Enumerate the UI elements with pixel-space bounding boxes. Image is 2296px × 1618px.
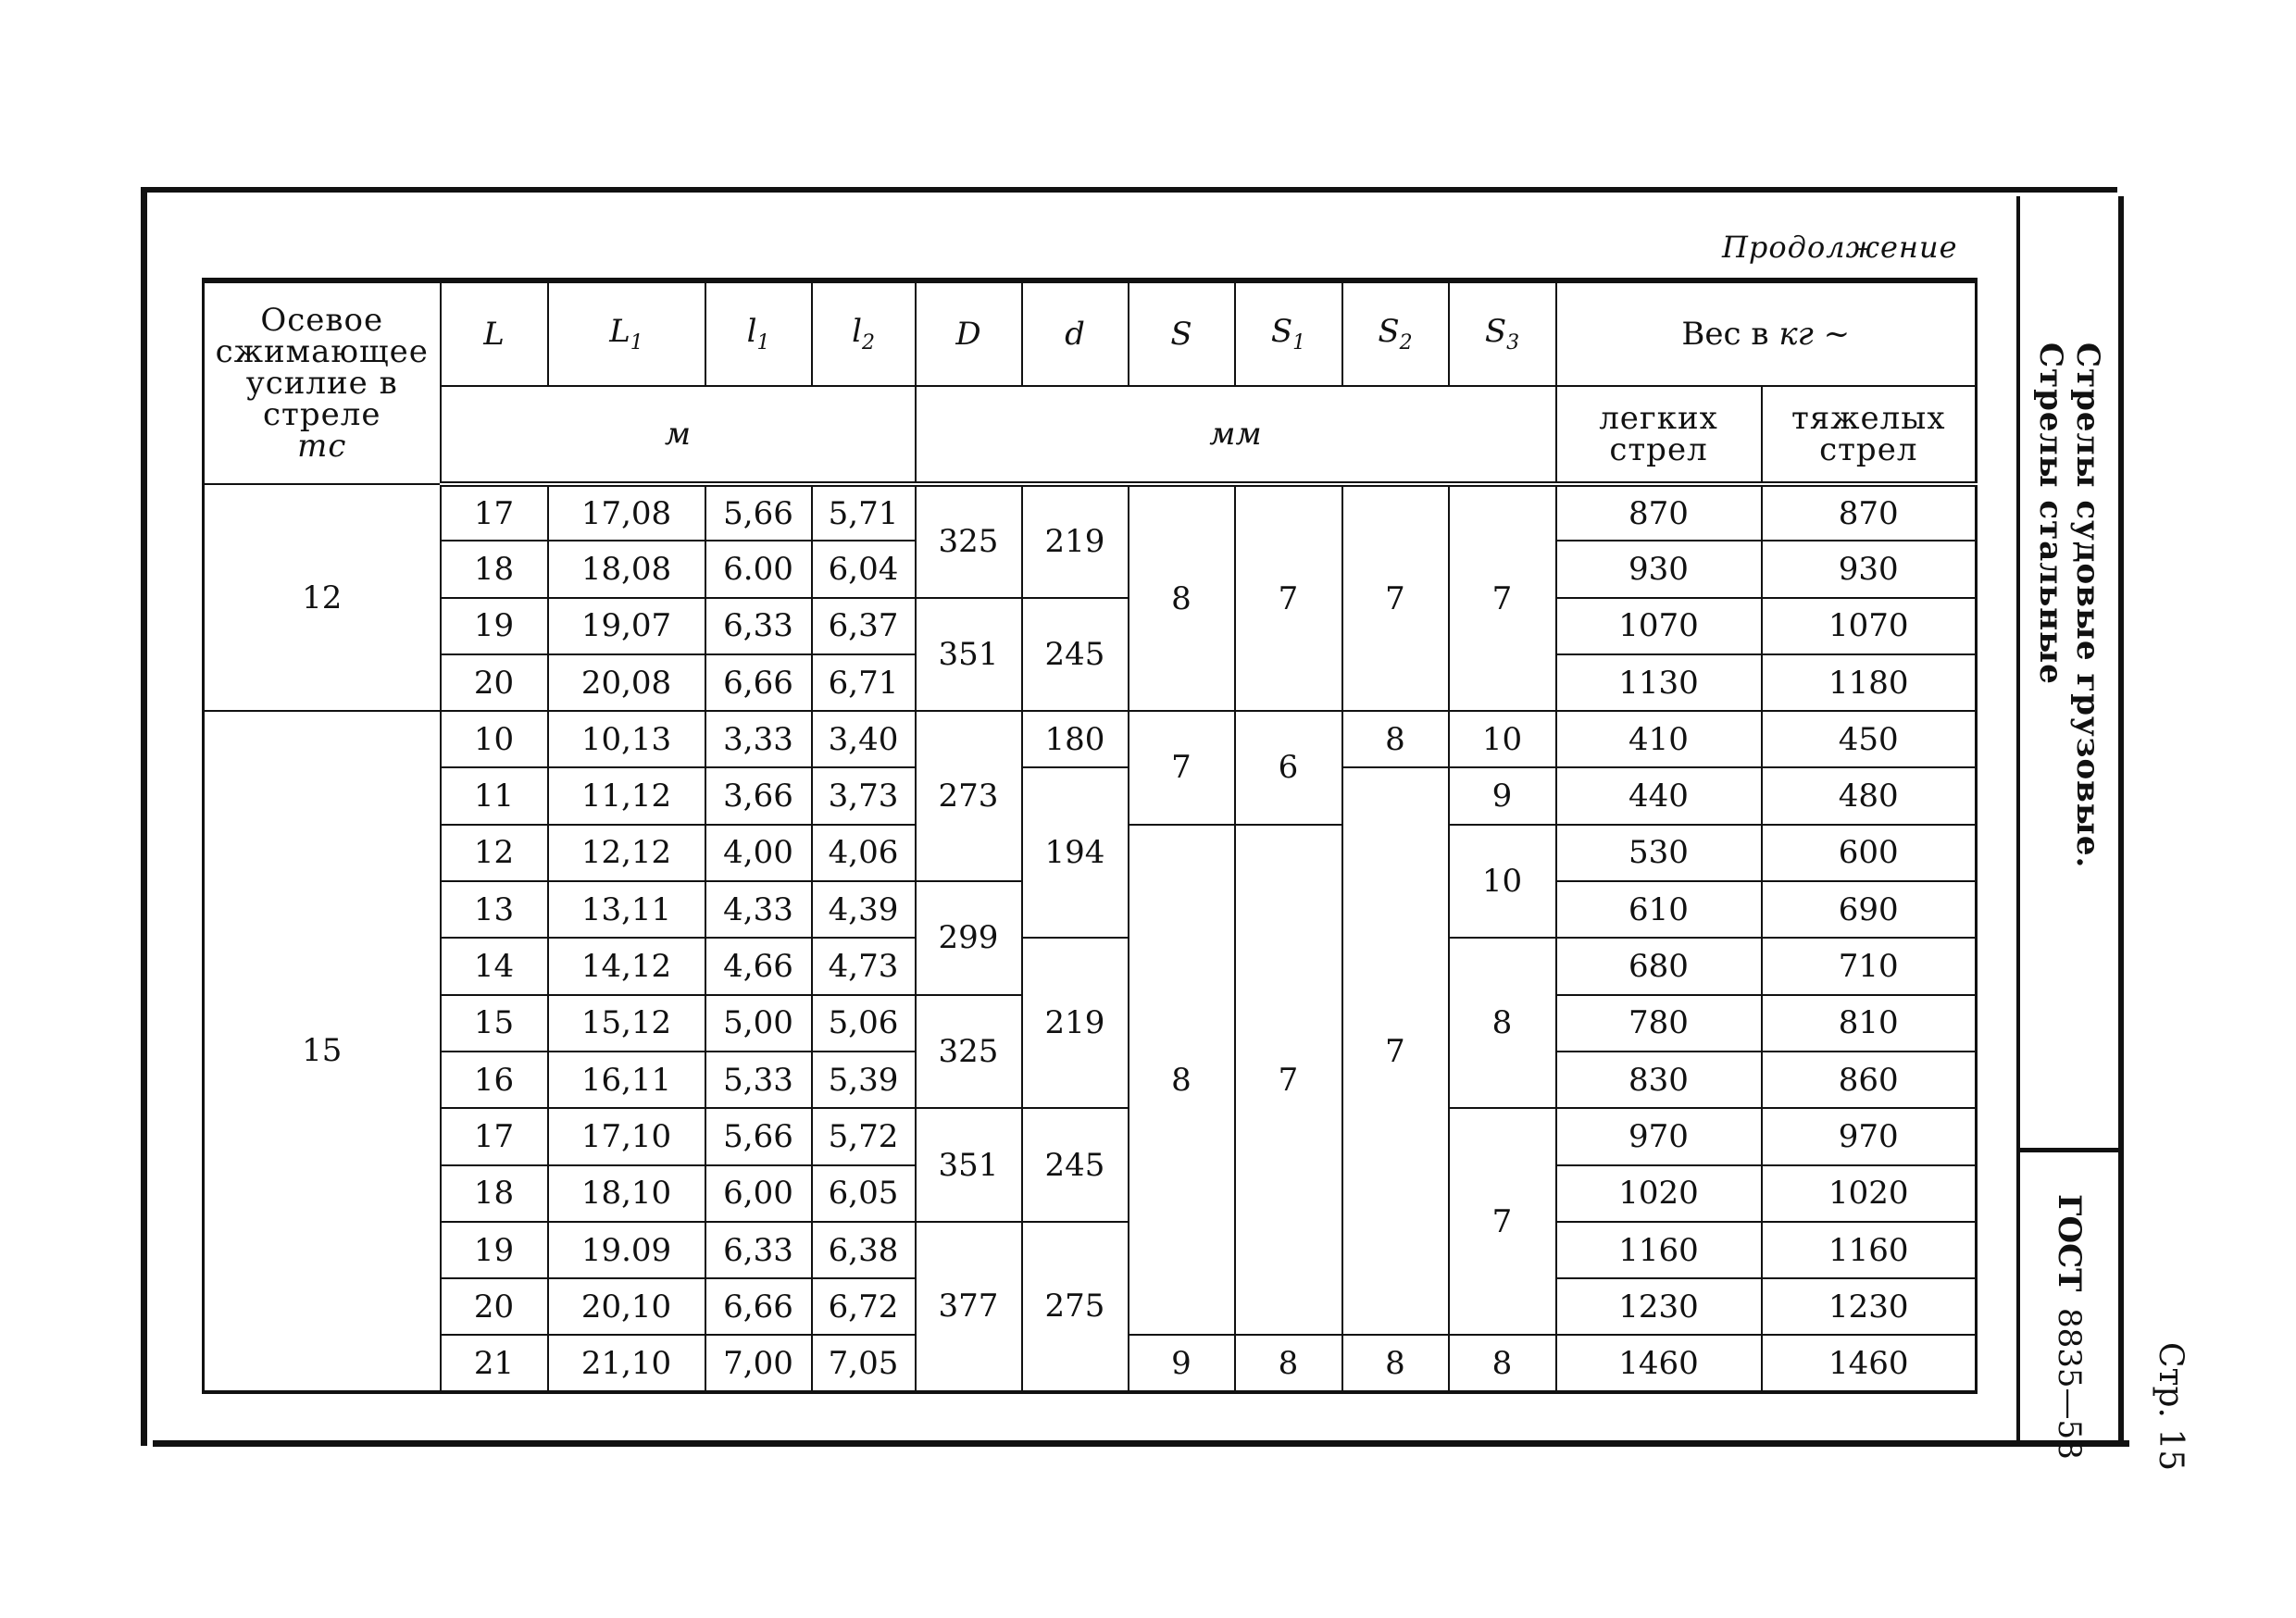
side-document-title: Стрелы судовые грузовые. Стрелы стальные — [2032, 342, 2106, 869]
cell-light: 410 — [1556, 711, 1762, 767]
force-cell: 15 — [204, 711, 441, 1392]
header-l1-label: l — [746, 312, 757, 350]
cell-heavy: 600 — [1762, 825, 1977, 881]
cell-S3: 8 — [1449, 1335, 1556, 1391]
cell-l2: 4,39 — [812, 881, 916, 938]
cell-l1: 4,33 — [705, 881, 812, 938]
header-S2-sub: 2 — [1399, 330, 1413, 355]
cell-L: 20 — [441, 1278, 548, 1335]
cell-light: 1130 — [1556, 654, 1762, 711]
header-S1 — [1235, 280, 1342, 386]
cell-L1: 20,08 — [548, 654, 705, 711]
cell-heavy: 860 — [1762, 1052, 1977, 1108]
cell-L1: 13,11 — [548, 881, 705, 938]
cell-light: 1230 — [1556, 1278, 1762, 1335]
cell-l1: 5,66 — [705, 1108, 812, 1164]
cell-d: 219 — [1022, 938, 1129, 1108]
cell-heavy: 480 — [1762, 767, 1977, 824]
header-weight-label: Вес в — [1681, 316, 1769, 353]
header-L1 — [548, 280, 705, 386]
side-panel-separator — [2020, 1148, 2124, 1152]
cell-L1: 11,12 — [548, 767, 705, 824]
cell-heavy: 1460 — [1762, 1335, 1977, 1391]
cell-L: 16 — [441, 1052, 548, 1108]
cell-S1: 7 — [1235, 825, 1342, 1336]
cell-light: 680 — [1556, 938, 1762, 994]
cell-S: 7 — [1129, 711, 1235, 825]
cell-L: 13 — [441, 881, 548, 938]
cell-l1: 5,66 — [705, 484, 812, 541]
header-l2-label: l — [852, 312, 862, 350]
cell-heavy: 690 — [1762, 881, 1977, 938]
cell-L: 21 — [441, 1335, 548, 1391]
header-unit-mm: мм — [916, 386, 1556, 484]
cell-light: 970 — [1556, 1108, 1762, 1164]
cell-D: 325 — [916, 484, 1022, 598]
cell-heavy: 450 — [1762, 711, 1977, 767]
side-gost-label: ГОСТ — [2051, 1194, 2088, 1292]
frame-bottom-rule — [153, 1440, 2129, 1447]
cell-L1: 14,12 — [548, 938, 705, 994]
cell-S: 9 — [1129, 1335, 1235, 1391]
cell-S3: 7 — [1449, 484, 1556, 711]
boom-dimensions-table — [202, 278, 1978, 1394]
cell-S3: 10 — [1449, 825, 1556, 939]
header-S-label: S — [1170, 316, 1192, 353]
cell-heavy: 1160 — [1762, 1222, 1977, 1278]
cell-S: 8 — [1129, 825, 1235, 1336]
cell-L1: 10,13 — [548, 711, 705, 767]
frame-top-rule — [141, 187, 2117, 193]
cell-l1: 6,66 — [705, 1278, 812, 1335]
cell-light: 1020 — [1556, 1165, 1762, 1222]
header-l2 — [812, 280, 916, 386]
cell-L: 11 — [441, 767, 548, 824]
cell-l2: 6,38 — [812, 1222, 916, 1278]
cell-L: 14 — [441, 938, 548, 994]
header-S3 — [1449, 280, 1556, 386]
header-S2 — [1342, 280, 1449, 386]
cell-d: 245 — [1022, 1108, 1129, 1222]
cell-D: 299 — [916, 881, 1022, 995]
cell-l1: 5,33 — [705, 1052, 812, 1108]
header-l1-sub: 1 — [756, 330, 770, 355]
side-panel-rule — [2016, 196, 2020, 1441]
cell-l2: 6,71 — [812, 654, 916, 711]
cell-L: 10 — [441, 711, 548, 767]
cell-d: 275 — [1022, 1222, 1129, 1392]
cell-L: 18 — [441, 1165, 548, 1222]
cell-L: 12 — [441, 825, 548, 881]
header-D-label: D — [955, 316, 981, 353]
header-D — [916, 280, 1022, 386]
header-light: легких стрел — [1556, 386, 1762, 484]
cell-S1: 6 — [1235, 711, 1342, 825]
cell-S3: 7 — [1449, 1108, 1556, 1335]
cell-l2: 7,05 — [812, 1335, 916, 1391]
cell-S3: 9 — [1449, 767, 1556, 824]
cell-l2: 4,73 — [812, 938, 916, 994]
cell-S: 8 — [1129, 484, 1235, 711]
cell-heavy: 1020 — [1762, 1165, 1977, 1222]
cell-l2: 6,37 — [812, 598, 916, 654]
cell-D: 351 — [916, 598, 1022, 712]
header-force-unit: тс — [297, 428, 347, 465]
cell-heavy: 710 — [1762, 938, 1977, 994]
cell-S2: 7 — [1342, 484, 1449, 711]
cell-heavy: 870 — [1762, 484, 1977, 541]
cell-l2: 5,39 — [812, 1052, 916, 1108]
side-standard-number — [2028, 1194, 2111, 1472]
cell-light: 1160 — [1556, 1222, 1762, 1278]
cell-S1: 8 — [1235, 1335, 1342, 1391]
cell-l2: 5,71 — [812, 484, 916, 541]
cell-L1: 21,10 — [548, 1335, 705, 1391]
cell-l2: 4,06 — [812, 825, 916, 881]
cell-l1: 6.00 — [705, 541, 812, 597]
cell-l1: 5,00 — [705, 995, 812, 1052]
cell-l2: 5,72 — [812, 1108, 916, 1164]
header-unit-m: м — [441, 386, 916, 484]
header-weight — [1556, 280, 1977, 386]
cell-L: 17 — [441, 1108, 548, 1164]
cell-light: 780 — [1556, 995, 1762, 1052]
force-cell: 12 — [204, 484, 441, 711]
cell-L: 15 — [441, 995, 548, 1052]
header-S3-label: S — [1484, 312, 1507, 350]
cell-L1: 20,10 — [548, 1278, 705, 1335]
header-S1-label: S — [1270, 312, 1293, 350]
cell-d: 245 — [1022, 598, 1129, 712]
cell-l1: 6,33 — [705, 598, 812, 654]
cell-S2: 8 — [1342, 1335, 1449, 1391]
cell-L: 17 — [441, 484, 548, 541]
cell-l2: 3,40 — [812, 711, 916, 767]
header-S2-label: S — [1378, 312, 1400, 350]
cell-light: 1460 — [1556, 1335, 1762, 1391]
frame-right-rule — [2118, 196, 2124, 1446]
cell-S1: 7 — [1235, 484, 1342, 711]
cell-S2: 8 — [1342, 711, 1449, 767]
cell-L1: 12,12 — [548, 825, 705, 881]
header-l1 — [705, 280, 812, 386]
header-L-label: L — [483, 316, 505, 353]
cell-heavy: 970 — [1762, 1108, 1977, 1164]
cell-l1: 3,66 — [705, 767, 812, 824]
cell-L: 19 — [441, 598, 548, 654]
cell-L: 18 — [441, 541, 548, 597]
cell-heavy: 930 — [1762, 541, 1977, 597]
cell-L1: 19.09 — [548, 1222, 705, 1278]
header-weight-tilde: ~ — [1823, 316, 1851, 353]
header-d — [1022, 280, 1129, 386]
cell-D: 325 — [916, 995, 1022, 1109]
cell-l1: 7,00 — [705, 1335, 812, 1391]
cell-L1: 18,10 — [548, 1165, 705, 1222]
cell-l1: 6,00 — [705, 1165, 812, 1222]
cell-light: 870 — [1556, 484, 1762, 541]
cell-L1: 17,08 — [548, 484, 705, 541]
cell-L: 20 — [441, 654, 548, 711]
cell-S3: 10 — [1449, 711, 1556, 767]
cell-l2: 5,06 — [812, 995, 916, 1052]
header-S — [1129, 280, 1235, 386]
cell-d: 194 — [1022, 767, 1129, 938]
cell-L: 19 — [441, 1222, 548, 1278]
cell-L1: 16,11 — [548, 1052, 705, 1108]
page-number: Стр. 15 — [2152, 1342, 2190, 1472]
header-d-label: d — [1065, 316, 1085, 353]
cell-heavy: 1180 — [1762, 654, 1977, 711]
cell-d: 180 — [1022, 711, 1129, 767]
cell-light: 610 — [1556, 881, 1762, 938]
cell-heavy: 1070 — [1762, 598, 1977, 654]
cell-l2: 6,04 — [812, 541, 916, 597]
cell-heavy: 810 — [1762, 995, 1977, 1052]
cell-l2: 6,72 — [812, 1278, 916, 1335]
cell-l2: 6,05 — [812, 1165, 916, 1222]
header-force — [204, 280, 441, 484]
cell-l1: 4,66 — [705, 938, 812, 994]
cell-S3: 8 — [1449, 938, 1556, 1108]
continuation-label: Продолжение — [1722, 230, 1958, 265]
cell-l1: 3,33 — [705, 711, 812, 767]
cell-d: 219 — [1022, 484, 1129, 598]
header-S3-sub: 3 — [1506, 330, 1520, 355]
frame-left-rule — [141, 187, 147, 1446]
header-L — [441, 280, 548, 386]
cell-D: 273 — [916, 711, 1022, 881]
header-L1-sub: 1 — [630, 330, 643, 355]
cell-light: 830 — [1556, 1052, 1762, 1108]
cell-L1: 15,12 — [548, 995, 705, 1052]
cell-heavy: 1230 — [1762, 1278, 1977, 1335]
cell-D: 351 — [916, 1108, 1022, 1222]
header-force-label: Осевое сжимающее усилие в стреле — [215, 302, 429, 433]
cell-light: 930 — [1556, 541, 1762, 597]
cell-S2: 7 — [1342, 767, 1449, 1335]
cell-L1: 17,10 — [548, 1108, 705, 1164]
cell-l1: 6,66 — [705, 654, 812, 711]
header-weight-unit: кг — [1778, 316, 1814, 353]
header-heavy: тяжелых стрел — [1762, 386, 1977, 484]
header-l2-sub: 2 — [861, 330, 875, 355]
cell-l1: 4,00 — [705, 825, 812, 881]
cell-L1: 18,08 — [548, 541, 705, 597]
cell-L1: 19,07 — [548, 598, 705, 654]
side-gost-number: 8835—58 — [2051, 1308, 2088, 1461]
cell-l1: 6,33 — [705, 1222, 812, 1278]
cell-l2: 3,73 — [812, 767, 916, 824]
cell-light: 440 — [1556, 767, 1762, 824]
cell-light: 530 — [1556, 825, 1762, 881]
header-L1-label: L — [609, 312, 630, 350]
header-S1-sub: 1 — [1292, 330, 1306, 355]
cell-light: 1070 — [1556, 598, 1762, 654]
cell-D: 377 — [916, 1222, 1022, 1392]
